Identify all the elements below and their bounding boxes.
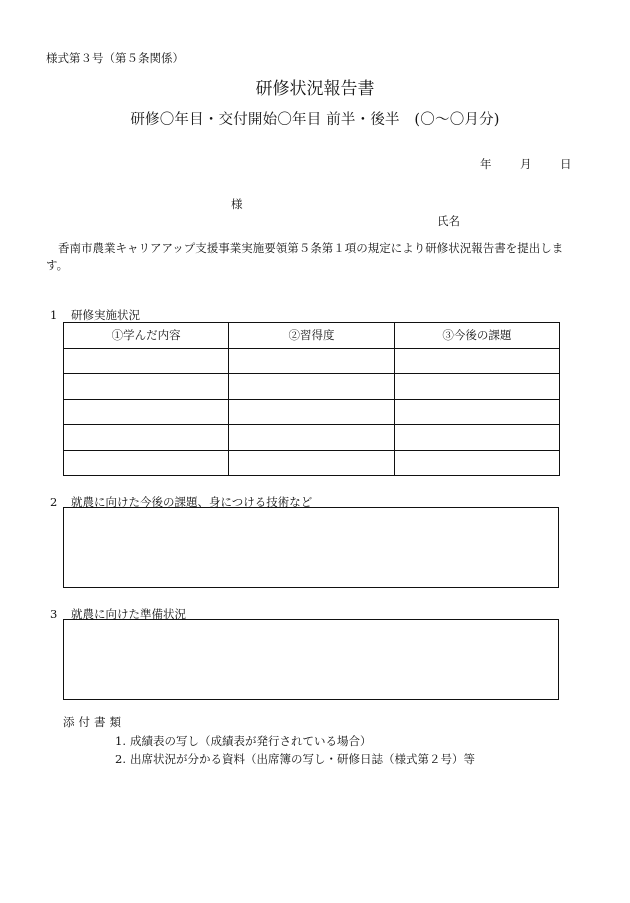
section-1-number: 1 <box>50 308 58 322</box>
section-1-title: 研修実施状況 <box>71 308 140 322</box>
table-header-row <box>64 323 560 349</box>
attachment-text: 出席状況が分かる資料（出席簿の写し・研修日誌（様式第２号）等 <box>130 752 475 766</box>
table-cell[interactable] <box>394 425 559 451</box>
table-cell[interactable] <box>229 374 394 400</box>
column-proficiency: ②習得度 <box>229 323 394 349</box>
table-cell[interactable] <box>64 348 229 374</box>
column-future-issues: ③今後の課題 <box>394 323 559 349</box>
date-year-label: 年 <box>480 157 492 171</box>
training-status-table <box>63 322 560 476</box>
table-cell[interactable] <box>229 450 394 476</box>
section-3-title: 就農に向けた準備状況 <box>71 607 186 621</box>
table-cell[interactable] <box>64 425 229 451</box>
table-row <box>64 450 560 476</box>
section-2-number: 2 <box>50 495 58 509</box>
table-cell[interactable] <box>394 348 559 374</box>
column-learned-content: ①学んだ内容 <box>64 323 229 349</box>
table-row <box>64 399 560 425</box>
attachments-heading: 添付書類 <box>63 715 125 729</box>
section-3-number: 3 <box>50 607 58 621</box>
future-issues-input-box[interactable] <box>63 507 559 588</box>
table-cell[interactable] <box>64 450 229 476</box>
date-day-label: 日 <box>560 157 572 171</box>
attachment-text: 成績表の写し（成績表が発行されている場合） <box>130 734 372 748</box>
section-1-heading <box>50 307 140 323</box>
date-line <box>480 156 572 172</box>
attachment-item <box>108 751 475 767</box>
table-cell[interactable] <box>229 425 394 451</box>
table-row <box>64 348 560 374</box>
table-row <box>64 374 560 400</box>
table-cell[interactable] <box>394 399 559 425</box>
date-month-label: 月 <box>520 157 532 171</box>
table-cell[interactable] <box>64 374 229 400</box>
table-cell[interactable] <box>229 399 394 425</box>
table-cell[interactable] <box>229 348 394 374</box>
table-cell[interactable] <box>394 374 559 400</box>
addressee-suffix: 様 <box>231 197 243 211</box>
table-row <box>64 425 560 451</box>
document-subtitle: 研修〇年目・交付開始〇年目 前半・後半 (〇〜〇月分) <box>130 112 500 128</box>
form-number: 様式第３号（第５条関係） <box>46 51 184 65</box>
table-cell[interactable] <box>394 450 559 476</box>
name-label: 氏名 <box>437 214 460 228</box>
submission-statement: 香南市農業キャリアアップ支援事業実施要領第５条第１項の規定により研修状況報告書を提出します。 <box>46 241 564 272</box>
attachment-marker: 2. <box>115 752 126 766</box>
preparation-status-input-box[interactable] <box>63 619 559 700</box>
document-title: 研修状況報告書 <box>255 79 375 99</box>
attachment-item <box>108 733 372 749</box>
attachment-marker: 1. <box>115 734 126 748</box>
section-2-title: 就農に向けた今後の課題、身につける技術など <box>71 495 313 509</box>
table-cell[interactable] <box>64 399 229 425</box>
